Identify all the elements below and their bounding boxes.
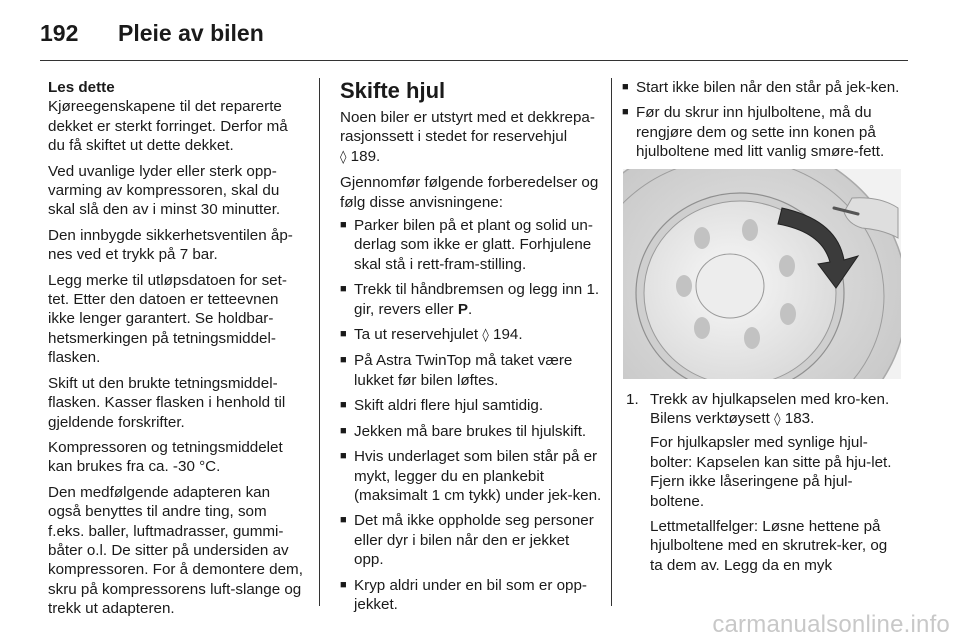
intro-ref: 189. bbox=[350, 147, 381, 165]
list-item bbox=[622, 78, 902, 97]
page-title: Pleie av bilen bbox=[118, 20, 264, 46]
list-item bbox=[340, 511, 602, 569]
paragraph: Skift ut den brukte tetningsmiddel-flasken. Kasser flasken i henhold til gjeldende forskrifter. bbox=[48, 374, 286, 431]
list-item bbox=[340, 325, 602, 345]
intro-paragraph bbox=[340, 108, 602, 167]
header-divider bbox=[40, 60, 908, 61]
column-divider-2 bbox=[611, 78, 612, 606]
list-item-text: Ta ut reservehjulet bbox=[354, 326, 479, 344]
paragraph: Den innbygde sikkerhetsventilen åp-nes ved et trykk på 7 bar. bbox=[48, 226, 293, 264]
lead-paragraph: Gjennomfør følgende forberedelser og følg disse anvisningene: bbox=[340, 174, 599, 211]
step-text: Trekk av hjulkapselen med kro-ken. Bilens verktøysett bbox=[650, 390, 890, 428]
list-item bbox=[622, 103, 902, 161]
list-item-text: Start ikke bilen når den står på jek-ken. bbox=[636, 79, 900, 96]
list-item-text: Parker bilen på et plant og solid un-derlag som ikke er glatt. Forhjulene skal stå i rett-fram-stilling. bbox=[354, 217, 593, 273]
column-read-this bbox=[48, 78, 306, 625]
page-ref-arrow-icon: ◊ bbox=[340, 149, 347, 165]
wheel-cover-illustration bbox=[622, 168, 902, 380]
step-ref: 183. bbox=[784, 410, 815, 428]
column-divider-1 bbox=[319, 78, 320, 606]
note-heading: Les dette bbox=[48, 79, 115, 96]
steps-list bbox=[622, 390, 902, 576]
page-number: 192 bbox=[40, 20, 79, 46]
step-number: 1. bbox=[626, 390, 639, 408]
wheel-illustration-svg bbox=[622, 168, 902, 380]
gear-letter: P bbox=[457, 300, 468, 318]
page-header bbox=[40, 14, 920, 62]
list-item bbox=[340, 422, 602, 441]
list-item-text: Før du skrur inn hjulboltene, må du rengjøre dem og sette inn konen på hjulboltene med litt vanlig smøre-fett. bbox=[636, 104, 885, 161]
paragraph: Kompressoren og tetningsmiddelet kan brukes fra ca. -30 °C. bbox=[48, 438, 283, 476]
list-item bbox=[340, 447, 602, 505]
watermark: carmanualsonline.info bbox=[712, 611, 950, 638]
paragraph: Ved uvanlige lyder eller sterk opp-varming av kompressoren, skal du skal slå den av i minst 30 minutter. bbox=[48, 162, 281, 219]
list-item bbox=[340, 576, 602, 615]
list-item-text: Jekken må bare brukes til hjulskift. bbox=[354, 422, 587, 440]
paragraph: Kjøreegenskapene til det reparerte dekket er sterkt forringet. Derfor må du få skiftet ut dette dekket. bbox=[48, 98, 288, 155]
list-item: ■ Trekk til håndbremsen og legg inn 1. gir, revers eller P. bbox=[340, 280, 602, 319]
column-change-wheel bbox=[340, 78, 602, 620]
column-steps bbox=[622, 78, 902, 581]
section-heading: Skifte hjul bbox=[340, 78, 446, 103]
list-item-text: Trekk til håndbremsen og legg inn 1. gir, revers eller bbox=[354, 281, 600, 318]
list-item-text: Hvis underlaget som bilen står på er mykt, legger du en plankebit (maksimalt 1 cm tykk) under jek-ken. bbox=[354, 448, 602, 504]
page-ref-arrow-icon: ◊ bbox=[482, 328, 489, 344]
paragraph: Legg merke til utløpsdatoen for set-tet. Etter den datoen er tetteevnen ikke lenger garantert. Se holdbar-hetsmerkingen på tetningsmiddel-flasken. bbox=[48, 271, 287, 367]
list-item-text: Skift aldri flere hjul samtidig. bbox=[354, 397, 544, 415]
page-ref-arrow-icon: ◊ bbox=[774, 412, 781, 428]
spare-ref: 194. bbox=[493, 326, 523, 344]
list-item bbox=[340, 396, 602, 415]
intro-text: Noen biler er utstyrt med et dekkrepa-rasjonssett i stedet for reservehjul bbox=[340, 109, 595, 146]
list-item-text: Kryp aldri under en bil som er opp-jekket. bbox=[354, 576, 587, 613]
step-item bbox=[622, 390, 902, 576]
precautions-list-continued bbox=[622, 78, 902, 162]
list-item bbox=[340, 351, 602, 390]
step-subparagraph: For hjulkapsler med synlige hjul-bolter: Kapselen kan sitte på hju-let. Fjern ikke låseringene på hjul-boltene. bbox=[650, 434, 892, 510]
list-item-text: På Astra TwinTop må taket være lukket før bilen løftes. bbox=[354, 352, 573, 389]
step-subparagraph: Lettmetallfelger: Løsne hettene på hjulboltene med en skrutrek-ker, og ta dem av. Legg da en myk bbox=[650, 518, 888, 574]
precautions-list bbox=[340, 216, 602, 614]
list-item-text: Det må ikke oppholde seg personer eller dyr i bilen når den er jekket opp. bbox=[354, 512, 594, 569]
paragraph: Den medfølgende adapteren kan også benyttes til andre ting, som f.eks. baller, luftmadrasser, gummi-båter o.l. De sitter på undersiden av kompressoren. For å demontere dem, skru på kompressorens luft-slange og trekk ut adapteren. bbox=[48, 483, 303, 618]
list-item bbox=[340, 216, 602, 274]
